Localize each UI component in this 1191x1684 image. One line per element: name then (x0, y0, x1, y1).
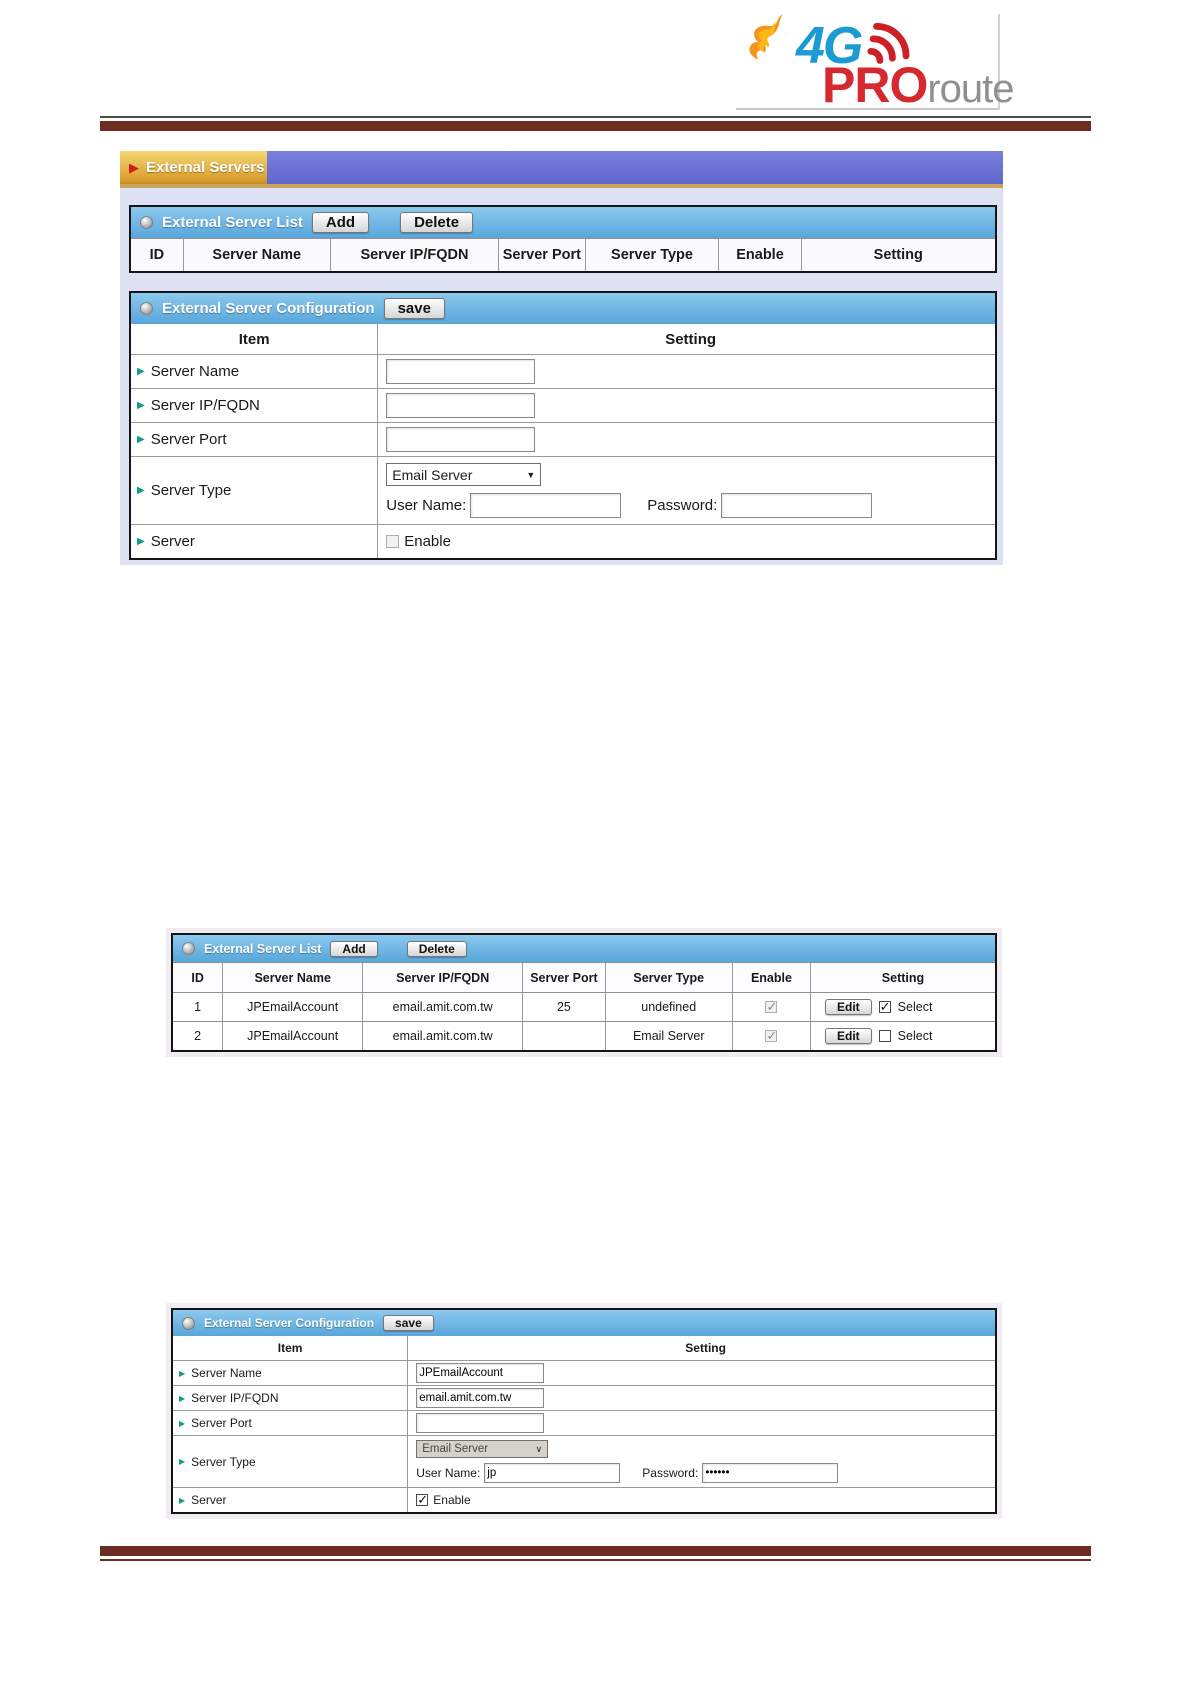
cell-server-name: JPEmailAccount (222, 1022, 362, 1050)
server-ip-row (131, 388, 995, 422)
row-arrow-icon: ▶ (137, 366, 145, 377)
col-server-ip: Server IP/FQDN (330, 239, 498, 271)
add-button[interactable]: Add (330, 941, 377, 957)
row-arrow-icon: ▶ (179, 1457, 186, 1466)
cell-server-ip: email.amit.com.tw (362, 1022, 522, 1050)
col-server-port: Server Port (522, 963, 604, 992)
edit-button[interactable]: Edit (825, 999, 872, 1015)
col-id: ID (149, 247, 165, 263)
enable-label: Enable (404, 533, 451, 550)
brand-route-text: route (927, 67, 1014, 111)
server-name-row (173, 1360, 995, 1385)
password-input[interactable] (702, 1463, 838, 1483)
page-title: External Servers (146, 159, 265, 176)
col-item: Item (238, 330, 270, 348)
external-server-config-title: External Server Configuration (204, 1316, 375, 1330)
chevron-down-icon: ∨ (535, 1443, 543, 1454)
delete-button[interactable]: Delete (400, 212, 473, 233)
save-button[interactable]: save (384, 298, 445, 319)
external-server-config-table (129, 291, 997, 560)
cell-server-ip: email.amit.com.tw (362, 993, 522, 1021)
col-server-name: Server Name (183, 239, 330, 271)
user-name-label: User Name: (416, 1466, 481, 1480)
row-arrow-icon: ▶ (179, 1495, 186, 1505)
enable-checkbox[interactable] (765, 1001, 777, 1013)
cell-server-port (522, 1022, 604, 1050)
section-sphere-icon (140, 216, 153, 229)
external-server-list-header (131, 207, 995, 238)
save-button[interactable]: save (383, 1315, 434, 1331)
external-server-list-header (173, 935, 995, 962)
server-port-input[interactable] (386, 427, 535, 452)
external-server-config-title: External Server Configuration (162, 300, 375, 317)
server-name-label: Server Name (150, 363, 240, 380)
content-area (120, 188, 1003, 565)
server-enable-row (131, 524, 995, 558)
col-item: Item (277, 1341, 303, 1355)
col-server-type: Server Type (585, 239, 719, 271)
config-column-header (173, 1336, 995, 1360)
cell-server-name: JPEmailAccount (222, 993, 362, 1021)
col-setting: Setting (377, 324, 995, 354)
server-type-label: Server Type (150, 482, 232, 499)
select-label: Select (897, 1029, 933, 1043)
enable-checkbox[interactable] (765, 1030, 777, 1042)
server-port-label: Server Port (150, 431, 227, 448)
select-checkbox[interactable] (879, 1030, 891, 1042)
col-server-port: Server Port (498, 239, 584, 271)
password-label: Password: (642, 1466, 699, 1480)
list-column-header (131, 238, 995, 271)
cell-server-type: Email Server (605, 1022, 732, 1050)
server-label: Server (150, 533, 195, 550)
cell-id: 1 (194, 1000, 202, 1014)
row-arrow-icon: ▶ (137, 434, 145, 445)
edit-button[interactable]: Edit (825, 1028, 872, 1044)
server-enable-row (173, 1487, 995, 1512)
external-server-config-header (131, 293, 995, 324)
enable-checkbox[interactable] (416, 1494, 428, 1506)
external-server-list-title: External Server List (162, 214, 303, 231)
brand-4g-text: 4G (796, 17, 862, 75)
table-row (173, 992, 995, 1021)
external-server-list-table (129, 205, 997, 273)
top-divider (100, 116, 1091, 131)
section-sphere-icon (140, 302, 153, 315)
col-setting: Setting (801, 239, 995, 271)
page-title-bar (120, 151, 1003, 184)
server-port-row (173, 1410, 995, 1435)
server-type-select[interactable] (386, 463, 541, 486)
external-server-config-header (173, 1310, 995, 1336)
server-type-select[interactable] (416, 1440, 548, 1458)
select-label: Select (897, 1000, 933, 1014)
server-type-row (131, 456, 995, 524)
server-name-input[interactable] (416, 1363, 544, 1383)
config-column-header (131, 324, 995, 354)
select-checkbox[interactable] (879, 1001, 891, 1013)
col-id: ID (191, 970, 204, 985)
enable-label: Enable (433, 1493, 471, 1507)
server-type-label: Server Type (191, 1454, 256, 1469)
col-enable: Enable (732, 963, 810, 992)
row-arrow-icon: ▶ (179, 1368, 186, 1378)
server-port-label: Server Port (191, 1416, 252, 1430)
server-ip-row (173, 1385, 995, 1410)
cell-id: 2 (194, 1029, 202, 1043)
delete-button[interactable]: Delete (407, 941, 467, 957)
col-server-name: Server Name (222, 963, 362, 992)
enable-checkbox[interactable] (386, 535, 399, 548)
brand-logo (736, 14, 1014, 113)
server-label: Server (191, 1493, 227, 1507)
external-server-list-title: External Server List (204, 941, 322, 956)
server-name-input[interactable] (386, 359, 535, 384)
server-type-value: Email Server (422, 1443, 489, 1455)
server-ip-input[interactable] (416, 1388, 544, 1408)
server-type-row (173, 1435, 995, 1487)
server-ip-label: Server IP/FQDN (191, 1391, 279, 1405)
row-arrow-icon: ▶ (179, 1418, 186, 1428)
list-column-header (173, 962, 995, 992)
bottom-divider (100, 1546, 1091, 1561)
page-title-tab (120, 151, 267, 184)
server-name-row (131, 354, 995, 388)
brand-pro-text: PRO (822, 57, 928, 113)
row-arrow-icon: ▶ (137, 536, 145, 547)
col-server-type: Server Type (605, 963, 732, 992)
row-arrow-icon: ▶ (137, 400, 145, 411)
user-name-input[interactable] (484, 1463, 620, 1483)
cell-server-port: 25 (522, 993, 604, 1021)
col-setting: Setting (407, 1336, 995, 1360)
section-sphere-icon (182, 1317, 195, 1330)
server-name-label: Server Name (191, 1366, 262, 1380)
section-sphere-icon (182, 942, 195, 955)
add-button[interactable]: Add (312, 212, 369, 233)
user-name-input[interactable] (470, 493, 621, 518)
user-name-label: User Name: (386, 497, 467, 514)
col-setting: Setting (810, 963, 995, 992)
server-ip-input[interactable] (386, 393, 535, 418)
flame-icon (740, 11, 796, 70)
password-label: Password: (647, 497, 718, 514)
external-server-list-screenshot (166, 928, 1002, 1057)
row-arrow-icon: ▶ (137, 485, 145, 496)
server-ip-label: Server IP/FQDN (150, 397, 260, 414)
col-server-ip: Server IP/FQDN (362, 963, 522, 992)
password-input[interactable] (721, 493, 872, 518)
server-port-row (131, 422, 995, 456)
chevron-down-icon: ▼ (526, 469, 536, 480)
tab-arrow-icon: ▶ (129, 159, 139, 175)
cell-server-type: undefined (605, 993, 732, 1021)
external-server-config-screenshot (166, 1303, 1002, 1519)
server-port-input[interactable] (416, 1413, 544, 1433)
col-enable: Enable (718, 239, 800, 271)
row-arrow-icon: ▶ (179, 1393, 186, 1403)
server-type-value: Email Server (392, 466, 473, 483)
table-row (173, 1021, 995, 1050)
